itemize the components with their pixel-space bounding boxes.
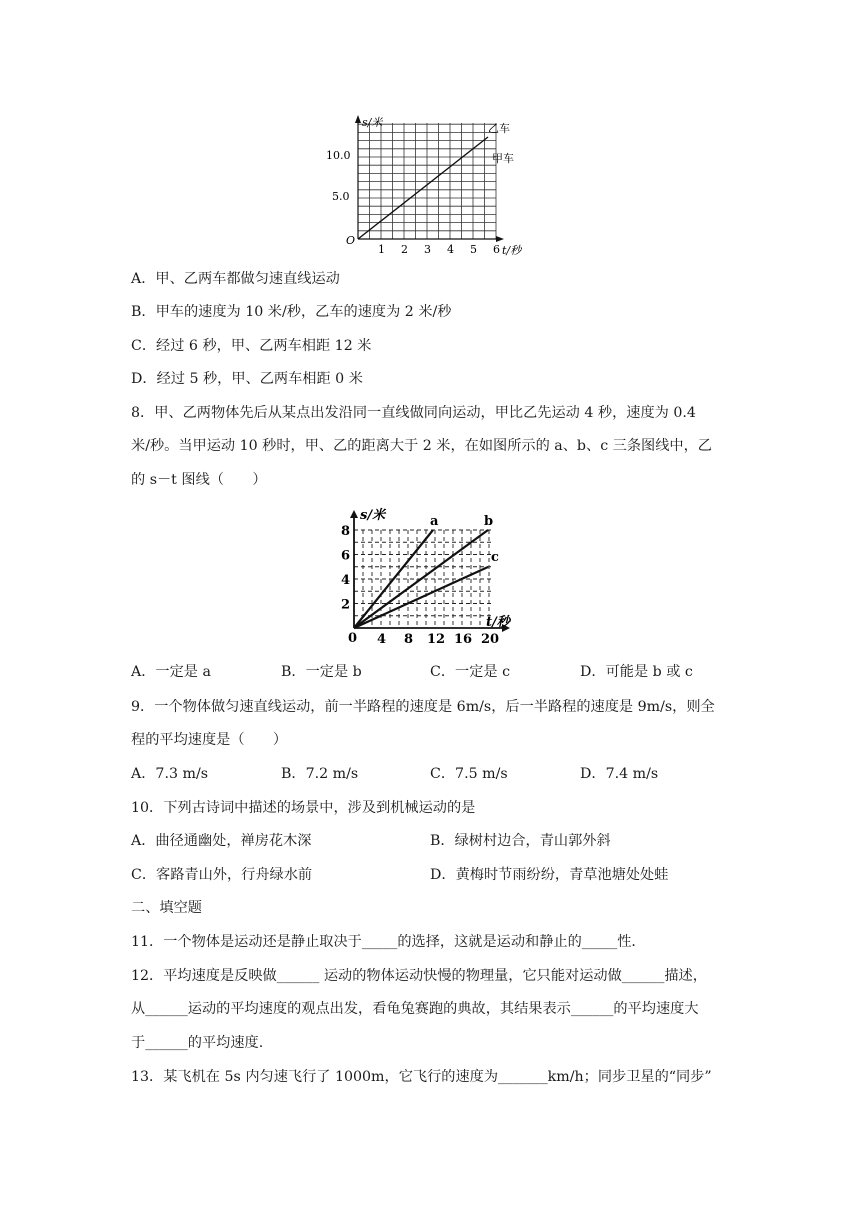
x-tick-4: 4	[447, 243, 454, 256]
q8-option-a: A．一定是 a	[131, 664, 211, 680]
x-tick-12: 12	[427, 632, 446, 647]
q7-option-a: A．甲、乙两车都做匀速直线运动	[131, 271, 340, 287]
line-label-yi: 乙车	[488, 122, 510, 135]
y-tick-10: 10.0	[326, 149, 351, 162]
y-tick-5: 5.0	[332, 190, 350, 203]
q11-stem: 11．一个物体是运动还是静止取决于_____的选择，这就是运动和静止的_____性．	[131, 934, 646, 950]
label-b: b	[484, 514, 494, 529]
x-tick-5: 5	[470, 243, 477, 256]
x-tick-6: 6	[493, 243, 500, 256]
figure-abc-st-graph	[334, 504, 524, 650]
y-tick-8: 8	[341, 524, 351, 539]
q8-stem-line3: 的 s－t 图线（ ）	[131, 472, 267, 488]
line-c	[354, 567, 488, 628]
q10-option-b: B．绿树村边合，青山郭外斜	[430, 833, 611, 849]
q10-option-d: D．黄梅时节雨纷纷，青草池塘处处蛙	[430, 867, 669, 883]
x-tick-8: 8	[404, 632, 414, 647]
q7-option-d: D．经过 5 秒，甲、乙两车相距 0 米	[131, 371, 363, 387]
q9-option-a: A．7.3 m/s	[131, 766, 209, 782]
q10-option-a: A．曲径通幽处，禅房花木深	[131, 833, 312, 849]
origin-label: 0	[348, 631, 358, 646]
figure-car-st-graph	[312, 113, 537, 261]
q8-stem-line1: 8．甲、乙两物体先后从某点出发沿同一直线做同向运动，甲比乙先运动 4 秒，速度为 0.4	[131, 405, 696, 421]
x-tick-2: 2	[401, 243, 408, 256]
x-axis-label: t/秒	[502, 244, 522, 257]
q8-option-c: C．一定是 c	[430, 664, 511, 680]
q9-option-c: C．7.5 m/s	[430, 766, 508, 782]
y-tick-2: 2	[341, 597, 351, 613]
x-tick-16: 16	[454, 632, 473, 647]
section-title-fill-in: 二、填空题	[131, 900, 202, 916]
q12-stem-line3: 于______的平均速度.	[131, 1035, 264, 1051]
x-tick-3: 3	[424, 243, 431, 256]
label-c: c	[491, 550, 499, 565]
q9-stem-line2: 程的平均速度是（ ）	[131, 732, 288, 748]
q8-option-b: B．一定是 b	[281, 664, 362, 680]
line-label-jia: 甲车	[492, 152, 514, 165]
q9-option-d: D．7.4 m/s	[580, 766, 659, 782]
q8-stem-line2: 米/秒。当甲运动 10 秒时，甲、乙的距离大于 2 米，在如图所示的 a、b、c 三条图线中，乙	[131, 438, 712, 454]
x-axis-label: t/秒	[486, 615, 510, 630]
y-tick-6: 6	[341, 548, 351, 564]
q10-stem: 10．下列古诗词中描述的场景中，涉及到机械运动的是	[131, 800, 476, 816]
origin-label: O	[346, 234, 356, 247]
q10-option-c: C．客路青山外，行舟绿水前	[131, 867, 313, 883]
q9-option-b: B．7.2 m/s	[281, 766, 359, 782]
q12-stem-line1: 12．平均速度是反映做______ 运动的物体运动快慢的物理量，它只能对运动做______描述，	[131, 968, 707, 984]
y-axis-label: s/米	[362, 116, 383, 129]
q8-option-d: D．可能是 b 或 c	[580, 664, 693, 680]
y-tick-4: 4	[341, 573, 351, 588]
y-axis-label: s/米	[360, 508, 386, 523]
label-a: a	[430, 514, 439, 529]
q12-stem-line2: 从______运动的平均速度的观点出发，看龟兔赛跑的典故，其结果表示______的平均速度大	[131, 1001, 699, 1017]
q13-stem: 13．某飞机在 5s 内匀速飞行了 1000m，它飞行的速度为_______km/h；同步卫星的“同步”	[131, 1069, 712, 1085]
q7-option-b: B．甲车的速度为 10 米/秒，乙车的速度为 2 米/秒	[131, 304, 452, 320]
q7-option-c: C．经过 6 秒，甲、乙两车相距 12 米	[131, 338, 372, 354]
q9-stem-line1: 9．一个物体做匀速直线运动，前一半路程的速度是 6m/s，后一半路程的速度是 9m/s，则全	[131, 699, 715, 715]
x-tick-4: 4	[377, 632, 387, 647]
x-tick-20: 20	[481, 632, 500, 647]
car-line	[358, 137, 488, 239]
x-tick-1: 1	[378, 243, 385, 256]
